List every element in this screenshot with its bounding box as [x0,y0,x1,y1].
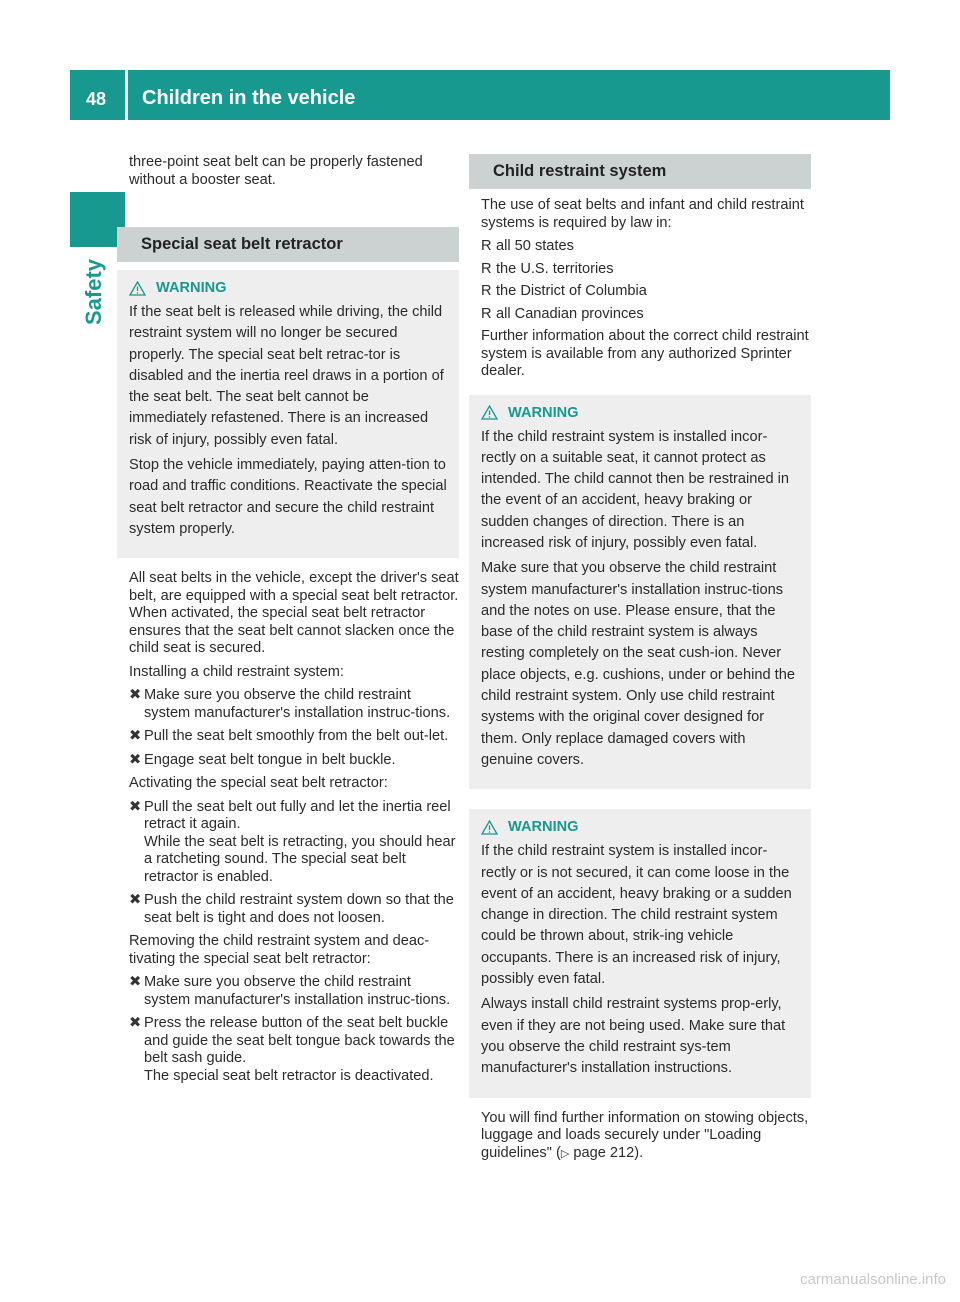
body-text: The use of seat belts and infant and child restraint systems is required by law in: [481,197,804,231]
body-text: All seat belts in the vehicle, except the driver's seat belt, are equipped with a special seat belt retractor. When activated, the special seat belt retractor ensures that the seat belt cannot slacken once the child seat is secured. [129,570,459,657]
step-result: While the seat belt is retracting, you should hear a ratcheting sound. The special seat belt retractor is enabled. [144,833,456,885]
warning-box [469,395,811,790]
warning-text: If the child restraint system is installed incor-rectly on a suitable seat, it cannot protect as intended. The child cannot then be restrained in the event of an accident, heavy braking or sudden changes of direction. There is an increased risk of injury, possibly even fatal. [481,428,790,551]
step-item: ✖ Make sure you observe the child restraint system manufacturer's installation instruc-tions. [129,687,451,721]
chapter-title: Children in the vehicle [142,87,356,109]
warning-text: If the child restraint system is installed incor-rectly or is not secured, it can come loose in the event of an accident, heavy braking or a sudden change in direction. The child restraint system could be thrown about, strik-ing vehicle occupants. There is an increased risk of injury, possibly even fatal. [481,843,792,988]
bullet-marker: R [481,283,492,299]
body-text: Further information about the correct child restraint system is available from any authorized Sprinter dealer. [481,328,809,379]
warning-triangle-icon [481,820,498,835]
step-item: ✖ Push the child restraint system down so that the seat belt is tight and does not loosen. [129,892,454,926]
warning-title: WARNING [129,280,447,296]
body-text: Removing the child restraint system and deac-tivating the special seat belt retractor: [129,933,430,967]
body-text: Activating the special seat belt retractor: [129,775,388,792]
bullet-marker: R [481,305,492,322]
action-arrow-icon: ✖ [129,798,142,815]
step-item: ✖ Press the release button of the seat belt buckle and guide the seat belt tongue back towards the belt sash guide. The special seat belt retractor is deactivated. [129,1015,455,1084]
step-result: The special seat belt retractor is deactivated. [144,1067,434,1084]
right-column [481,154,811,1169]
action-arrow-icon: ✖ [129,751,142,768]
action-arrow-icon: ✖ [129,728,142,745]
step-item: ✖ Engage seat belt tongue in belt buckle. [129,751,396,768]
header-divider [125,70,128,120]
page-ref-arrow-icon: ▷ [560,1147,570,1160]
list-item: R all Canadian provinces [481,305,644,322]
warning-title: WARNING [481,819,799,835]
action-arrow-icon: ✖ [129,1015,142,1032]
warning-triangle-icon [129,281,146,296]
warning-box [469,809,811,1097]
step-item: ✖ Make sure you observe the child restraint system manufacturer's installation instruc-tions. [129,974,451,1008]
section-heading-special-retractor: Special seat belt retractor [117,227,459,262]
warning-title: WARNING [481,405,799,421]
side-tab-label: Safety [81,258,106,325]
step-item: ✖ Pull the seat belt smoothly from the belt out-let. [129,728,449,745]
section-heading-child-restraint: Child restraint system [469,154,811,189]
body-text: You will find further information on stowing objects, luggage and loads securely under "Loading guidelines" (▷ page 212). [481,1109,809,1161]
watermark: carmanualsonline.info [800,1271,946,1288]
list-item: R the District of Columbia [481,283,647,299]
bullet-marker: R [481,260,492,277]
left-column [129,154,459,1091]
list-item: R the U.S. territories [481,260,614,277]
bullet-marker: R [481,238,492,254]
warning-text: Make sure that you observe the child restraint system manufacturer's installation instruc-tions and the notes on use. Please ensure, that the base of the child restraint system is always resting completely on the seat cush-ion. Never place objects, e.g. cushions, under or behind the child restraint system. Only use child restraint systems with the original cover designed for them. Only replace damaged covers with genuine covers. [481,560,795,768]
page-reference[interactable]: page 212). [569,1144,644,1161]
warning-text: Stop the vehicle immediately, paying atten-tion to road and traffic conditions. Reactivate the special seat belt retractor and secure the child restraint system properly. [129,457,447,537]
action-arrow-icon: ✖ [129,687,142,704]
page-header [70,70,890,120]
warning-triangle-icon [481,405,498,420]
list-item: R all 50 states [481,238,574,254]
warning-box [117,270,459,558]
intro-text: three-point seat belt can be properly fastened without a booster seat. [129,154,423,188]
body-text: Installing a child restraint system: [129,663,344,680]
warning-text: Always install child restraint systems prop-erly, even if they are not being used. Make sure that you observe the child restraint sys-tem manufacturer's installation instructions. [481,996,786,1077]
step-item: ✖ Pull the seat belt out fully and let the inertia reel retract it again. While the seat belt is retracting, you should hear a ratcheting sound. The special seat belt retractor is enabled. [129,798,456,885]
page-number: 48 [86,89,107,109]
warning-text: If the seat belt is released while driving, the child restraint system will no longer be secured properly. The special seat belt retrac-tor is disabled and the inertia reel draws in a portion of the seat belt. The seat belt cannot be immediately refastened. There is an increased risk of injury, possibly even fatal. [129,304,444,448]
action-arrow-icon: ✖ [129,892,142,909]
action-arrow-icon: ✖ [129,974,142,991]
